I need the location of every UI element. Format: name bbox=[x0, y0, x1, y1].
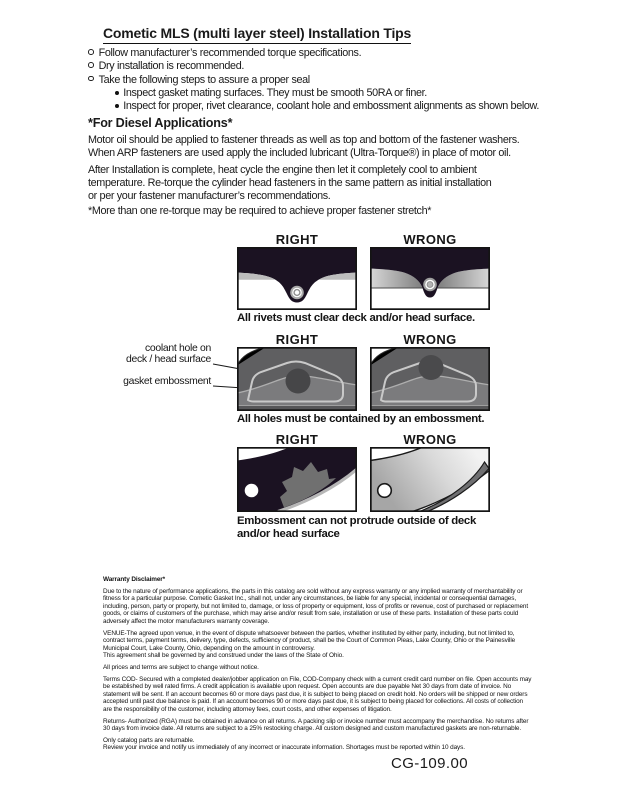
legal-line: Review your invoice and notify us immediately of any incorrect or inaccurate information. Shortages must be reported within 10 days. bbox=[103, 744, 465, 752]
open-bullet-icon bbox=[88, 49, 94, 55]
annotation-line: deck / head surface bbox=[126, 354, 211, 365]
legal-line: adversely affect the motor manufacturers warranty coverage. bbox=[103, 617, 270, 625]
legal-line: This agreement shall be governed by and construed under the laws of the State of Ohio. bbox=[103, 652, 344, 660]
bullet-text: Dry installation is recommended. bbox=[98, 60, 245, 73]
wrong-label: WRONG bbox=[403, 432, 457, 447]
right-label: RIGHT bbox=[275, 432, 319, 447]
legal-paragraph bbox=[103, 664, 531, 672]
legal-line: be established by well rated firms. A credit application is available upon request. Open accounts are due payable Net 30 days from date of invoice. No bbox=[103, 683, 512, 691]
legal-paragraph bbox=[103, 588, 531, 626]
legal-paragraph bbox=[103, 676, 531, 714]
list-item bbox=[88, 60, 539, 73]
list-item bbox=[115, 100, 539, 113]
installation-tips-list bbox=[88, 47, 539, 113]
legal-line: Only catalog parts are returnable. bbox=[103, 736, 195, 744]
diesel-paragraph-2 bbox=[88, 164, 491, 203]
annotation-line: gasket embossment bbox=[123, 376, 211, 387]
paragraph-line: *More than one re-torque may be required to achieve proper fastener stretch* bbox=[88, 205, 432, 217]
list-item bbox=[88, 47, 539, 60]
legal-line: VENUE-The agreed upon venue, in the event of dispute whatsoever between the parties, whether instituted by either party, including, but not limited to, bbox=[103, 629, 515, 637]
legal-paragraph bbox=[103, 737, 531, 752]
embossment-right-diagram bbox=[237, 347, 357, 411]
caption-line: and/or head surface bbox=[237, 528, 340, 540]
bullet-text: Follow manufacturer’s recommended torque specifications. bbox=[98, 47, 362, 59]
right-label: RIGHT bbox=[275, 232, 319, 247]
hole-caption: All holes must be contained by an embossment. bbox=[237, 413, 485, 425]
legal-line: contract terms, payment terms, delivery, type, defects, sufficiency of product, shall be the Court of Common Pleas, Lake County, Ohio or the Painesville bbox=[103, 637, 516, 645]
legal-line: goods, or claims of customers of the purchase, which may arise and/or result from sale, installation or use of these parts. Installation of these parts could bbox=[103, 610, 519, 618]
retorque-note bbox=[88, 205, 431, 218]
caption-line: Embossment can not protrude outside of deck bbox=[237, 515, 476, 527]
list-item bbox=[88, 74, 539, 87]
legal-line: Due to the nature of performance applications, the parts in this catalog are sold without any express warranty or any implied warranty of merchantability or bbox=[103, 587, 523, 595]
legal-line: Municipal Court, Lake County, Ohio, depending on the amount in controversy. bbox=[103, 644, 315, 652]
filled-bullet-icon bbox=[115, 104, 119, 108]
hole-containment-right-image bbox=[237, 347, 357, 411]
rivet-caption: All rivets must clear deck and/or head surface. bbox=[237, 312, 475, 324]
list-item bbox=[115, 87, 539, 100]
protrusion-right-diagram bbox=[237, 447, 357, 512]
legal-line: fitness for a particular purpose. Cometic Gasket Inc., shall not, under any circumstances, be liable for any special, incidental or consequential damages, bbox=[103, 595, 516, 603]
embossment-wrong-diagram bbox=[370, 347, 490, 411]
filled-bullet-icon bbox=[115, 91, 119, 95]
legal-paragraph bbox=[103, 630, 531, 660]
legal-section bbox=[103, 576, 531, 756]
open-bullet-icon bbox=[88, 62, 94, 68]
protrusion-right-image bbox=[237, 447, 357, 512]
rivet-clearance-right-image bbox=[237, 247, 357, 310]
legal-line: Terms COD- Secured with a completed dealer/jobber application on File, COD-Company check with a current credit card number on file. Open accounts may bbox=[103, 675, 532, 683]
paragraph-line: or per your fastener manufacturer’s recommendations. bbox=[88, 189, 331, 202]
legal-line: accepted until past due balance is paid. If an account becomes 90 or more days past due, it is subject to being placed for collections. All costs of collection bbox=[103, 698, 523, 706]
open-bullet-icon bbox=[88, 76, 94, 82]
protrusion-caption bbox=[237, 515, 476, 541]
page-code: CG-109.00 bbox=[391, 755, 468, 772]
wrong-label: WRONG bbox=[403, 232, 457, 247]
rivet-clearance-wrong-image bbox=[370, 247, 490, 310]
annotation-line: coolant hole on bbox=[145, 343, 211, 354]
bullet-text: Take the following steps to assure a proper seal bbox=[98, 73, 310, 86]
right-label: RIGHT bbox=[275, 332, 319, 347]
paragraph-line: When ARP fasteners are used apply the included lubricant (Ultra-Torque®) in place of motor oil. bbox=[88, 146, 511, 159]
rivet-right-diagram bbox=[237, 247, 357, 310]
legal-line: are the responsibility of the customer, including attorney fees, court costs, and other expenses of litigation. bbox=[103, 705, 392, 713]
legal-line: statement will be sent. If an account becomes 60 or more days past due, it is subject to being placed on credit hold. No orders will be shipped or new orders bbox=[103, 690, 528, 698]
protrusion-wrong-image bbox=[370, 447, 490, 512]
legal-line: including, person, party or property, but not limited to, damage, or loss of property or equipment, loss of profits or revenue, cost of purchased or replacement bbox=[103, 602, 529, 610]
paragraph-line: Motor oil should be applied to fastener threads as well as top and bottom of the fastener washers. bbox=[88, 134, 520, 146]
paragraph-line: After Installation is complete, heat cycle the engine then let it completely cool to ambient bbox=[88, 164, 477, 176]
bullet-text: Inspect for proper, rivet clearance, coolant hole and embossment alignments as shown below. bbox=[123, 100, 540, 113]
bullet-text: Inspect gasket mating surfaces. They must be smooth 50RA or finer. bbox=[123, 86, 427, 99]
warranty-disclaimer-heading: Warranty Disclaimer* bbox=[103, 576, 166, 583]
legal-line: Returns- Authorized (RGA) must be obtained in advance on all returns. A packing slip or invoice number must accompany the merchandise. No returns after bbox=[103, 717, 529, 725]
diesel-paragraph-1 bbox=[88, 134, 519, 160]
page-title: Cometic MLS (multi layer steel) Installation Tips bbox=[103, 25, 411, 44]
hole-containment-wrong-image bbox=[370, 347, 490, 411]
wrong-label: WRONG bbox=[403, 332, 457, 347]
rivet-wrong-diagram bbox=[370, 247, 490, 310]
legal-line: 30 days from invoice date. All returns are subject to a 25% restocking charge. All custom designed and custom manufactured gaskets are non-returnable. bbox=[103, 725, 522, 733]
paragraph-line: temperature. Re-torque the cylinder head fasteners in the same pattern as initial installation bbox=[88, 176, 492, 189]
legal-paragraph bbox=[103, 718, 531, 733]
diesel-applications-heading: *For Diesel Applications* bbox=[88, 116, 233, 130]
protrusion-wrong-diagram bbox=[370, 447, 490, 512]
legal-line: All prices and terms are subject to change without notice. bbox=[103, 663, 259, 671]
